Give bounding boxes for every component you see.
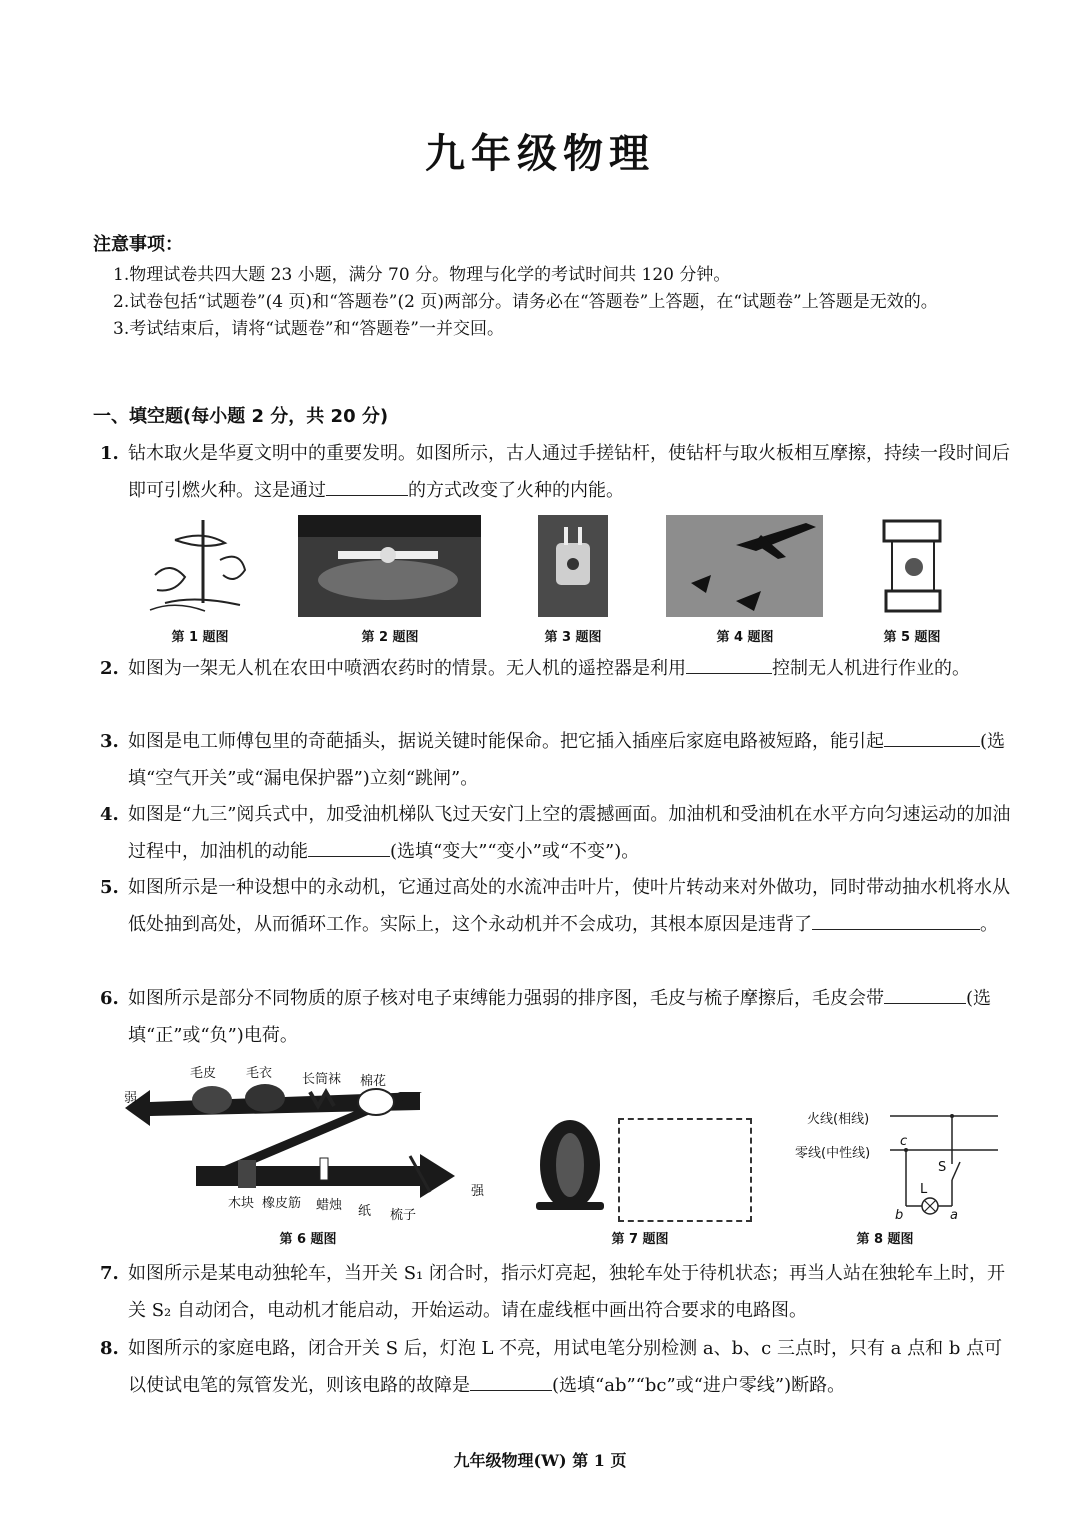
question-text: 如图所示是一种设想中的永动机，它通过高处的水流冲击叶片，使叶片转动来对外做功，同时带动抽水机将水从低处抽到高处，从而循环工作。实际上，这个永动机并不会成功，其根本原因是违背了: [128, 877, 1010, 935]
fig4-aircraft-image: [666, 515, 823, 617]
question-number: 8.: [100, 1338, 119, 1359]
question-text: 如图所示的家庭电路，闭合开关 S 后，灯泡 L 不亮，用试电笔分别检测 a、b、c 三点时，只有 a 点和 b 点可以使试电笔的氖管发光，则该电路的故障是: [128, 1338, 1003, 1396]
section-heading: 一、填空题(每小题 2 分，共 20 分): [93, 406, 389, 427]
question-text: 钻木取火是华夏文明中的重要发明。如图所示，古人通过手搓钻杆，使钻杆与取火板相互摩擦，持续一段时间后即可引燃火种。这是通过: [128, 443, 1010, 501]
answer-blank[interactable]: [812, 909, 980, 930]
question-text-end: (选填“ab”“bc”或“进户零线”)断路。: [552, 1375, 846, 1396]
answer-blank[interactable]: [884, 726, 980, 747]
question-6: [100, 980, 1020, 1054]
fig8-switch-label: S: [938, 1160, 947, 1175]
fig8-point-b-label: b: [895, 1208, 904, 1223]
question-1: [100, 435, 1020, 509]
fig6-caption: 第 6 题图: [279, 1232, 337, 1247]
fig3-caption: 第 3 题图: [544, 630, 602, 645]
question-text-end: (选填“正”或“负”)电荷。: [128, 988, 992, 1046]
answer-blank[interactable]: [686, 653, 772, 674]
question-8: [100, 1330, 1020, 1404]
question-text-end: (选填“空气开关”或“漏电保护器”)立刻“跳闸”。: [128, 731, 1006, 789]
fig4-caption: 第 4 题图: [716, 630, 774, 645]
page-footer: 九年级物理(W) 第 1 页: [453, 1451, 627, 1470]
fig7-unicycle-image: [530, 1110, 610, 1220]
answer-blank[interactable]: [884, 983, 966, 1004]
fig2-drone-image: [298, 515, 481, 617]
fig6-comb-label: 梳子: [390, 1208, 417, 1223]
question-text: 如图所示是部分不同物质的原子核对电子束缚能力强弱的排序图，毛皮与梳子摩擦后，毛皮会带: [128, 988, 884, 1009]
question-7: [100, 1255, 1020, 1329]
fig8-point-a-label: a: [950, 1208, 958, 1223]
fig1-drill-fire-image: [145, 515, 255, 615]
fig6-candle-label: 蜡烛: [316, 1198, 343, 1213]
fig6-paper-label: 纸: [358, 1204, 372, 1219]
fig8-caption: 第 8 题图: [856, 1232, 914, 1247]
question-number: 6.: [100, 988, 119, 1009]
notes: [93, 230, 1033, 343]
answer-blank[interactable]: [308, 836, 390, 857]
question-text: 如图是“九三”阅兵式中，加受油机梯队飞过天安门上空的震撼画面。加油机和受油机在水平方向匀速运动的加油过程中，加油机的动能: [128, 804, 1011, 862]
fig8-lamp-label: L: [920, 1182, 928, 1197]
fig7-caption: 第 7 题图: [611, 1232, 669, 1247]
fig8-live-wire-label: 火线(相线): [807, 1112, 870, 1127]
fig8-point-c-label: c: [900, 1134, 908, 1149]
question-5: [100, 869, 1020, 943]
question-text-end: 控制无人机进行作业的。: [772, 658, 970, 679]
question-text-end: (选填“变大”“变小”或“不变”)。: [390, 841, 640, 862]
question-text-end: 。: [980, 914, 998, 935]
fig2-caption: 第 2 题图: [361, 630, 419, 645]
fig6-strong-label: 强: [471, 1184, 485, 1199]
question-text: 如图所示是某电动独轮车，当开关 S₁ 闭合时，指示灯亮起，独轮车处于待机状态；再当人站在独轮车上时，开关 S₂ 自动闭合，电动机才能启动，开始运动。请在虚线框中画出符合要求的电路图。: [128, 1263, 1005, 1321]
question-2: [100, 650, 1020, 687]
question-text: 如图为一架无人机在农田中喷洒农药时的情景。无人机的遥控器是利用: [128, 658, 686, 679]
question-number: 7.: [100, 1263, 119, 1284]
question-3: [100, 723, 1020, 797]
question-text-end: 的方式改变了火种的内能。: [408, 480, 624, 501]
fig1-caption: 第 1 题图: [171, 630, 229, 645]
question-number: 1.: [100, 443, 119, 464]
fig6-rubber-band-label: 橡皮筋: [262, 1196, 302, 1211]
fig6-weak-label: 弱: [124, 1091, 138, 1106]
fig3-plug-image: [538, 515, 608, 617]
fig5-caption: 第 5 题图: [883, 630, 941, 645]
fig5-perpetual-machine-image: [880, 515, 946, 617]
fig6-stocking-label: 长筒袜: [302, 1072, 342, 1087]
fig6-fur-label: 毛皮: [190, 1066, 217, 1081]
answer-blank[interactable]: [326, 475, 408, 496]
answer-blank[interactable]: [470, 1370, 552, 1391]
page-title: 九年级物理: [425, 131, 655, 177]
fig7-drawing-box[interactable]: [618, 1118, 752, 1222]
question-number: 3.: [100, 731, 119, 752]
question-4: [100, 796, 1020, 870]
question-number: 4.: [100, 804, 119, 825]
fig6-wood-label: 木块: [228, 1196, 255, 1211]
question-number: 2.: [100, 658, 119, 679]
notes-heading: 注意事项：: [93, 234, 183, 255]
note-item-2: 2.试卷包括“试题卷”(4 页)和“答题卷”(2 页)两部分。请务必在“答题卷”上答题，在“试题卷”上答题是无效的。: [113, 292, 938, 312]
question-number: 5.: [100, 877, 119, 898]
note-item-1: 1.物理试卷共四大题 23 小题，满分 70 分。物理与化学的考试时间共 120 分钟。: [113, 265, 731, 285]
fig6-cotton-label: 棉花: [360, 1074, 387, 1089]
fig8-neutral-wire-label: 零线(中性线): [795, 1146, 871, 1161]
fig6-sweater-label: 毛衣: [246, 1066, 273, 1081]
note-item-3: 3.考试结束后，请将“试题卷”和“答题卷”一并交回。: [113, 319, 504, 339]
question-text: 如图是电工师傅包里的奇葩插头，据说关键时能保命。把它插入插座后家庭电路被短路，能引起: [128, 731, 884, 752]
